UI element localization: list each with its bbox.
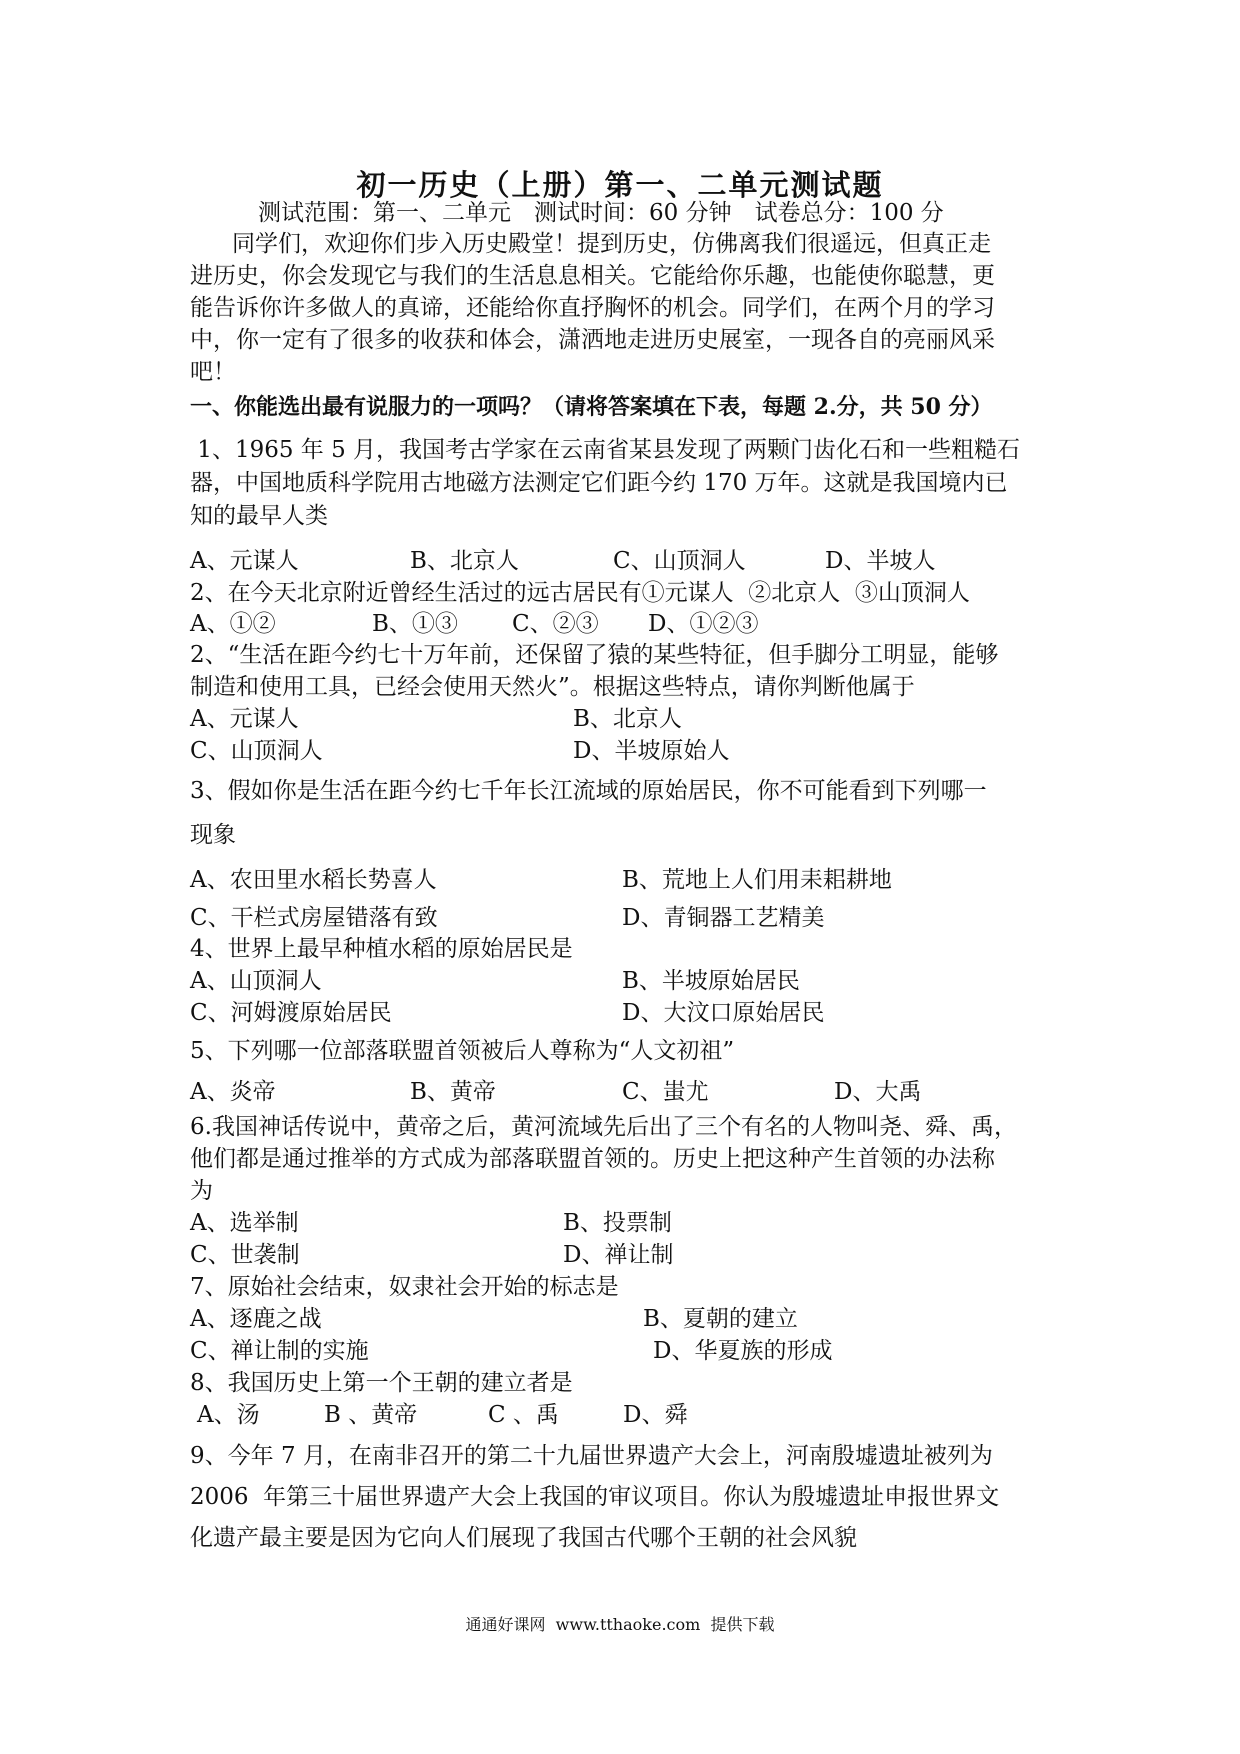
q2a-option-d: D、①②③ xyxy=(648,611,759,637)
q2b-option-a: A、元谋人 xyxy=(190,706,299,732)
q6-line-3: 为 xyxy=(190,1178,213,1204)
page-footer: 通通好课网 www.tthaoke.com 提供下载 xyxy=(465,1615,775,1634)
q7-option-c: C、禅让制的实施 xyxy=(190,1338,369,1364)
q5-line: 5、下列哪一位部落联盟首领被后人尊称为“人文初祖” xyxy=(190,1038,735,1064)
q8-option-d: D、舜 xyxy=(623,1402,688,1428)
q8-option-b: B 、黄帝 xyxy=(324,1402,418,1428)
q7-option-d: D、华夏族的形成 xyxy=(653,1338,833,1364)
q3-option-d: D、青铜器工艺精美 xyxy=(622,905,825,931)
q4-option-a: A、山顶洞人 xyxy=(190,968,322,994)
q6-option-c: C、世袭制 xyxy=(190,1242,300,1268)
q1-line-3: 知的最早人类 xyxy=(190,503,328,529)
q8-line: 8、我国历史上第一个王朝的建立者是 xyxy=(190,1370,573,1396)
q8-option-a: A、汤 xyxy=(197,1402,260,1428)
q5-option-b: B、黄帝 xyxy=(410,1079,496,1105)
q3-line-1: 3、假如你是生活在距今约七千年长江流域的原始居民，你不可能看到下列哪一 xyxy=(190,778,987,804)
intro-line-1: 同学们，欢迎你们步入历史殿堂！提到历史，仿佛离我们很遥远，但真正走 xyxy=(232,231,991,257)
q2b-option-b: B、北京人 xyxy=(573,706,682,732)
q4-option-b: B、半坡原始居民 xyxy=(622,968,800,994)
q5-option-d: D、大禹 xyxy=(834,1079,922,1105)
q4-option-c: C、河姆渡原始居民 xyxy=(190,1000,392,1026)
q6-option-a: A、选举制 xyxy=(190,1210,299,1236)
q1-option-d: D、半坡人 xyxy=(825,548,936,574)
q2a-line: 2、在今天北京附近曾经生活过的远古居民有①元谋人 ②北京人 ③山顶洞人 xyxy=(190,580,970,606)
q7-option-a: A、逐鹿之战 xyxy=(190,1306,322,1332)
page-title: 初一历史（上册）第一、二单元测试题 xyxy=(356,168,884,202)
q2b-option-c: C、山顶洞人 xyxy=(190,738,323,764)
q9-line-1: 9、今年 7 月，在南非召开的第二十九届世界遗产大会上，河南殷墟遗址被列为 xyxy=(190,1443,993,1469)
q9-line-2: 2006 年第三十届世界遗产大会上我国的审议项目。你认为殷墟遗址申报世界文 xyxy=(190,1484,1000,1510)
section-heading: 一、你能选出最有说服力的一项吗？（请将答案填在下表，每题 2.分，共 50 分） xyxy=(190,394,993,420)
q2a-option-b: B、①③ xyxy=(372,611,458,637)
q1-line-1: 1、1965 年 5 月，我国考古学家在云南省某县发现了两颗门齿化石和一些粗糙石 xyxy=(190,437,1021,463)
q1-line-2: 器，中国地质科学院用古地磁方法测定它们距今约 170 万年。这就是我国境内已 xyxy=(190,470,1008,496)
q4-option-d: D、大汶口原始居民 xyxy=(622,1000,825,1026)
q2a-option-a: A、①② xyxy=(190,611,276,637)
q3-line-2: 现象 xyxy=(190,822,236,848)
q6-option-d: D、禅让制 xyxy=(563,1242,674,1268)
q2b-line-2: 制造和使用工具，已经会使用天然火”。根据这些特点，请你判断他属于 xyxy=(190,674,915,700)
intro-line-4: 中，你一定有了很多的收获和体会，潇洒地走进历史展室，一现各自的亮丽风采 xyxy=(190,327,995,353)
intro-line-5: 吧！ xyxy=(190,359,236,385)
q2b-line-1: 2、“生活在距今约七十万年前，还保留了猿的某些特征，但手脚分工明显，能够 xyxy=(190,642,999,668)
q7-option-b: B、夏朝的建立 xyxy=(643,1306,798,1332)
q6-line-2: 他们都是通过推举的方式成为部落联盟首领的。历史上把这种产生首领的办法称 xyxy=(190,1146,995,1172)
q3-option-a: A、农田里水稻长势喜人 xyxy=(190,867,437,893)
q1-option-b: B、北京人 xyxy=(410,548,519,574)
q1-option-c: C、山顶洞人 xyxy=(613,548,746,574)
q3-option-c: C、干栏式房屋错落有致 xyxy=(190,905,438,931)
q5-option-c: C、蚩尤 xyxy=(622,1079,709,1105)
q2b-option-d: D、半坡原始人 xyxy=(573,738,730,764)
q5-option-a: A、炎帝 xyxy=(190,1079,276,1105)
q3-option-b: B、荒地上人们用耒耜耕地 xyxy=(622,867,892,893)
q6-line-1: 6.我国神话传说中，黄帝之后，黄河流域先后出了三个有名的人物叫尧、舜、禹， xyxy=(190,1114,1017,1140)
intro-line-3: 能告诉你许多做人的真谛，还能给你直抒胸怀的机会。同学们，在两个月的学习 xyxy=(190,295,995,321)
q7-line: 7、原始社会结束，奴隶社会开始的标志是 xyxy=(190,1274,619,1300)
intro-line-2: 进历史，你会发现它与我们的生活息息相关。它能给你乐趣，也能使你聪慧，更 xyxy=(190,263,995,289)
q2a-option-c: C、②③ xyxy=(512,611,599,637)
q6-option-b: B、投票制 xyxy=(563,1210,672,1236)
q1-option-a: A、元谋人 xyxy=(190,548,299,574)
q9-line-3: 化遗产最主要是因为它向人们展现了我国古代哪个王朝的社会风貌 xyxy=(190,1525,857,1551)
exam-meta-line: 测试范围：第一、二单元 测试时间：60 分钟 试卷总分：100 分 xyxy=(258,200,944,226)
q4-line: 4、世界上最早种植水稻的原始居民是 xyxy=(190,936,573,962)
q8-option-c: C 、禹 xyxy=(488,1402,559,1428)
